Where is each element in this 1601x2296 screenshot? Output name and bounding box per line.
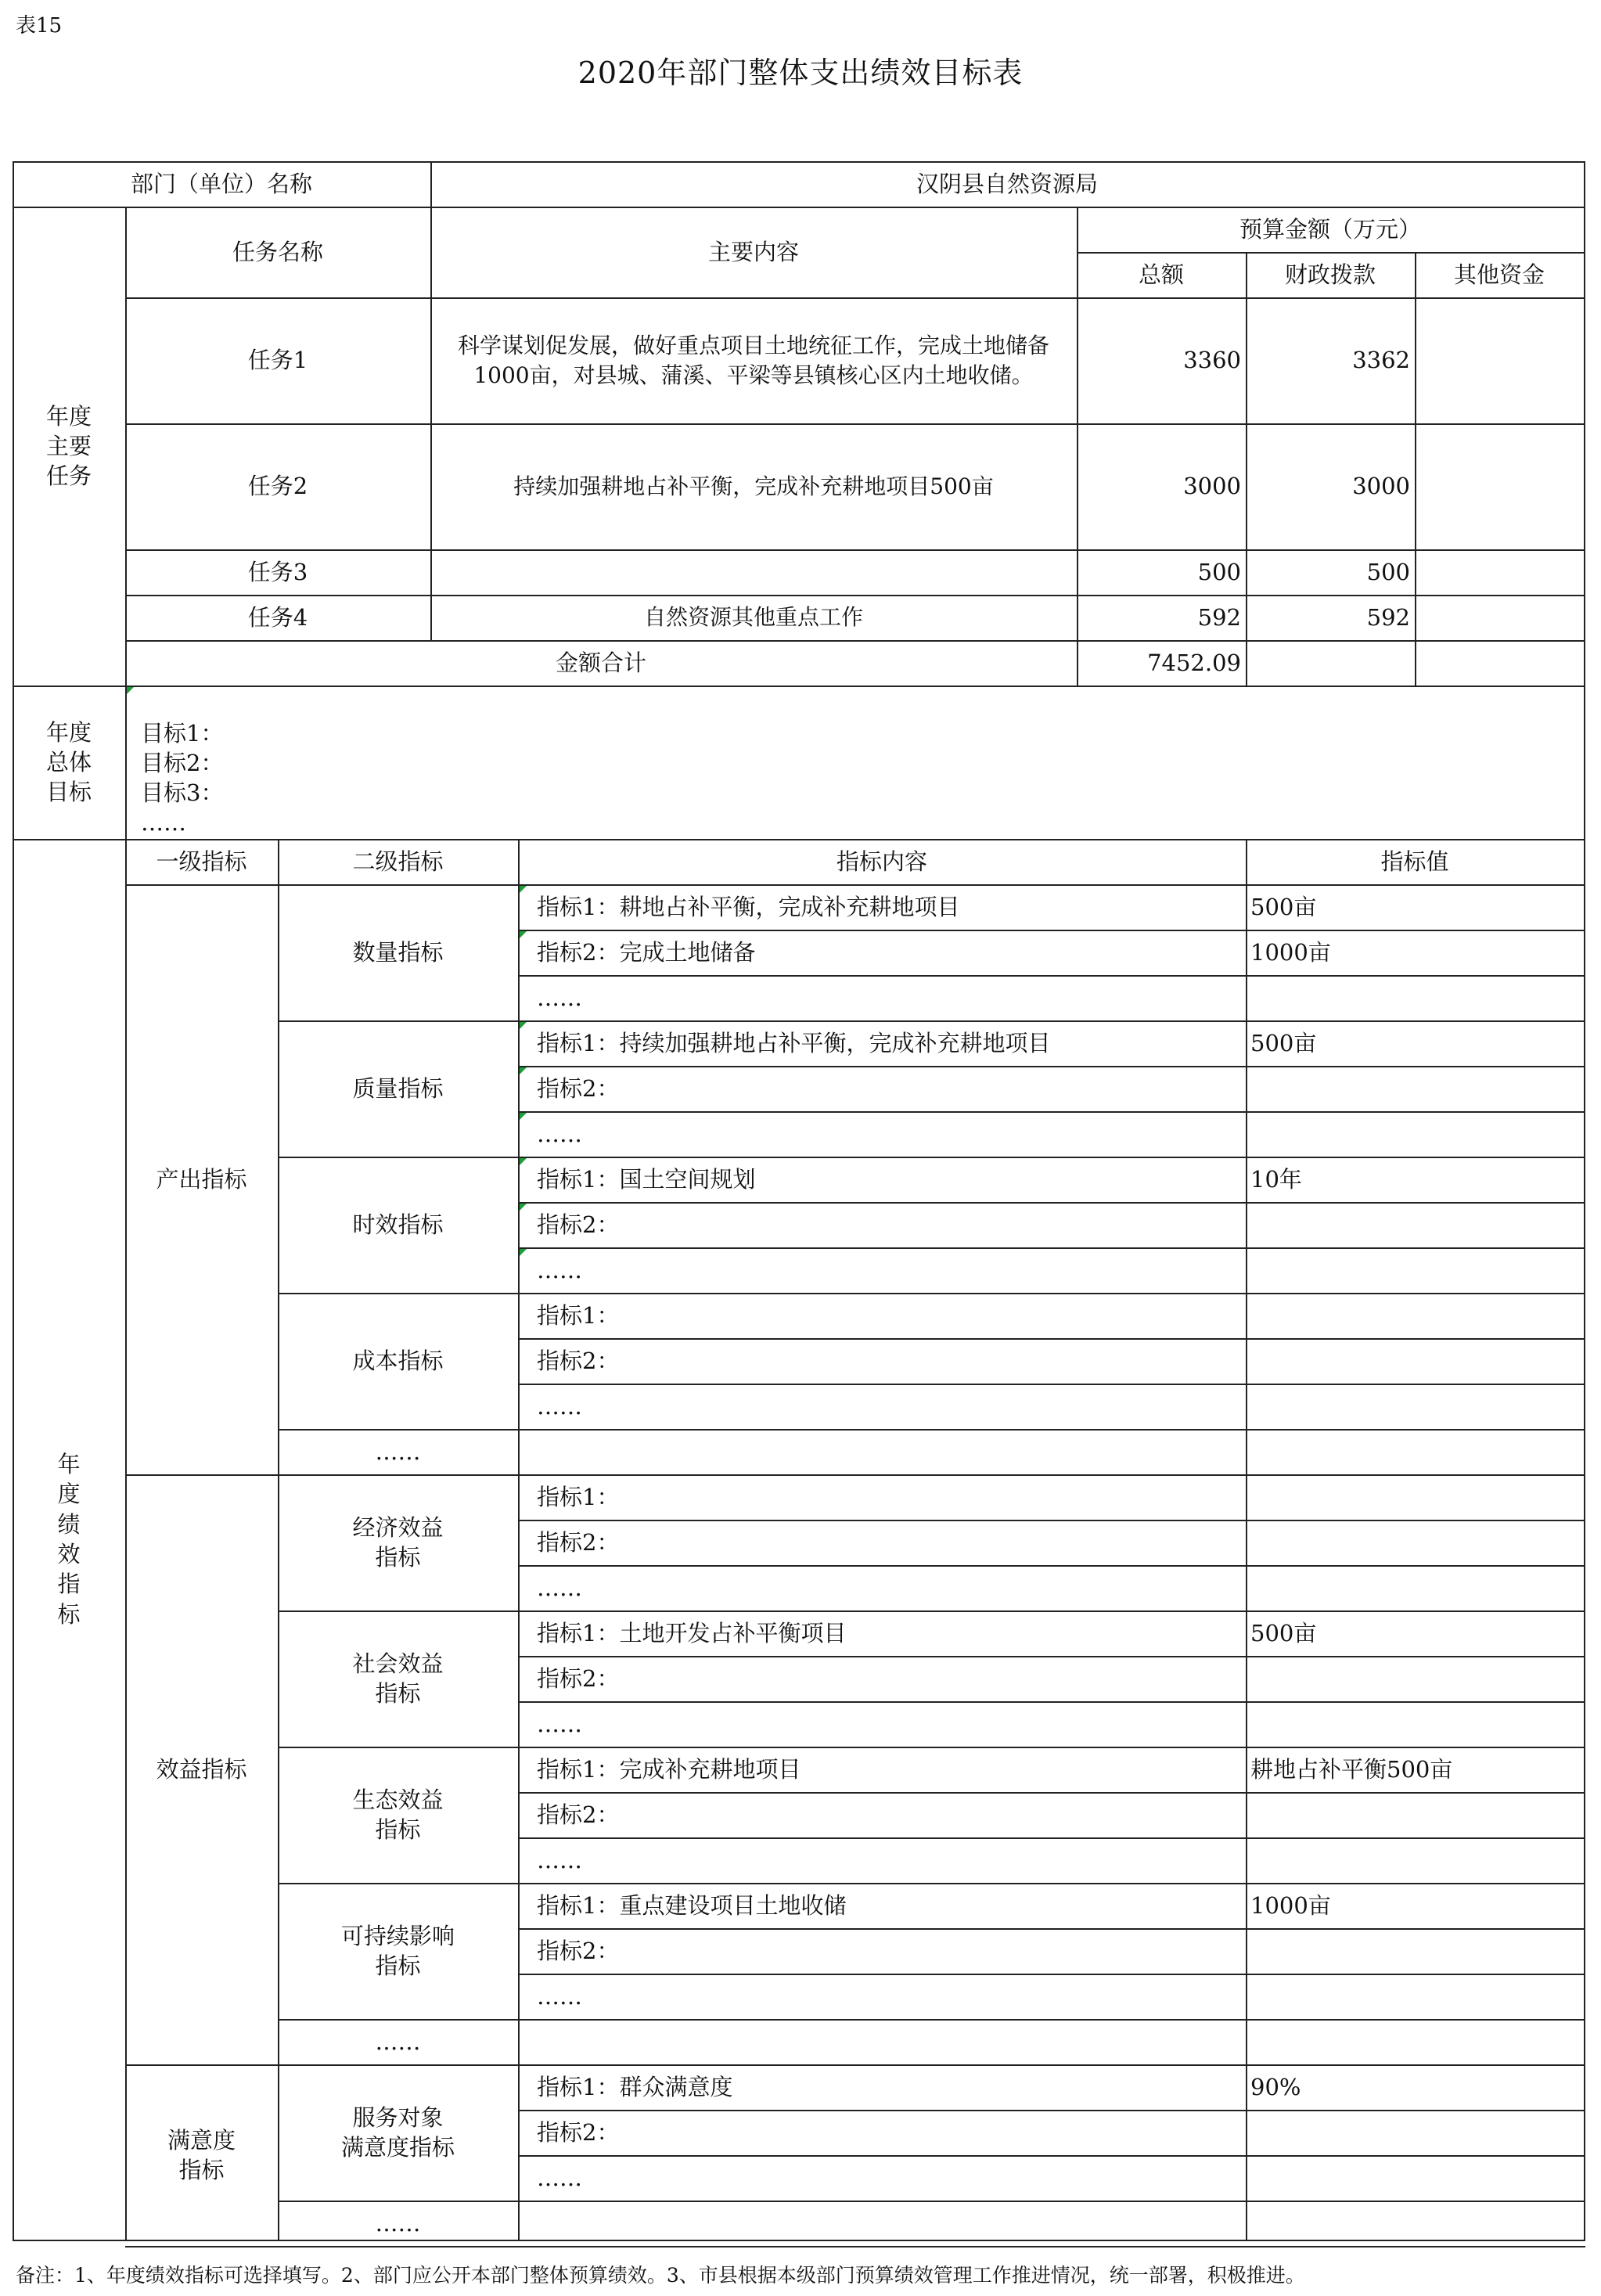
level2-indicator: 社会效益 指标	[352, 1650, 444, 1707]
header-main-content: 主要内容	[707, 238, 799, 265]
indicator-content: ……	[537, 984, 582, 1011]
indicator-value: 500亩	[1250, 1029, 1317, 1056]
indicator-value: 1000亩	[1250, 1891, 1331, 1919]
goal-line: 目标3：	[141, 779, 224, 806]
section-label-tasks: 年度 主要 任务	[45, 402, 92, 490]
task-name: 任务3	[247, 558, 308, 585]
header-indicator-value: 指标值	[1380, 848, 1449, 875]
page-title: 2020年部门整体支出绩效目标表	[577, 56, 1024, 90]
level2-indicator: 可持续影响 指标	[340, 1922, 455, 1979]
sum-fiscal	[1246, 640, 1415, 686]
task-fiscal: 3362	[1352, 347, 1410, 374]
indicator-content: 指标2：	[537, 1347, 620, 1374]
indicator-value	[1246, 1837, 1584, 1883]
indicator-content: 指标2：完成土地储备	[537, 938, 756, 966]
cell-comment-marker	[520, 1022, 527, 1029]
dept-name: 汉阴县自然资源局	[916, 170, 1098, 197]
level2-indicator: 时效指标	[352, 1211, 444, 1238]
level2-indicator: ……	[375, 1438, 421, 1465]
grid-line	[125, 2246, 1585, 2247]
indicator-content: 指标2：	[537, 1528, 620, 1556]
indicator-value	[1246, 1701, 1584, 1747]
indicator-value	[1246, 1928, 1584, 1974]
section-label-goals: 年度 总体 目标	[45, 718, 92, 806]
indicator-content: ……	[537, 1982, 582, 2010]
indicator-value	[1246, 1520, 1584, 1565]
task-content: 科学谋划促发展，做好重点项目土地统征工作，完成土地储备1000亩，对县城、蒲溪、平梁等县镇核心区内土地收储。	[457, 332, 1049, 388]
indicator-value	[1246, 1066, 1584, 1111]
indicator-content: 指标1：	[537, 1301, 620, 1329]
indicator-value	[1246, 1111, 1584, 1157]
goal-line: 目标1：	[141, 720, 224, 747]
task-name: 任务1	[247, 347, 308, 374]
grid-line	[13, 686, 1585, 687]
header-level2: 二级指标	[352, 848, 444, 875]
indicator-value	[1246, 1384, 1584, 1429]
goal-line: 目标2：	[141, 750, 224, 776]
header-budget: 预算金额（万元）	[1239, 215, 1421, 243]
indicator-value	[1246, 1565, 1584, 1610]
dept-label: 部门（单位）名称	[130, 170, 312, 197]
task-total: 3360	[1183, 347, 1241, 374]
indicator-value	[1246, 1338, 1584, 1384]
task-other	[1415, 423, 1584, 549]
indicator-value	[1246, 1202, 1584, 1247]
indicator-value	[1246, 2155, 1584, 2201]
indicator-value	[1246, 1792, 1584, 1837]
task-content: 自然资源其他重点工作	[643, 604, 863, 631]
level2-indicator: ……	[375, 2209, 421, 2237]
indicator-value	[1246, 1429, 1584, 1474]
indicator-content: 指标2：	[537, 1937, 620, 1964]
indicator-content: ……	[537, 1846, 582, 1873]
indicator-content: ……	[537, 1256, 582, 1283]
sum-label: 金额合计	[555, 649, 646, 676]
goal-line: ……	[141, 809, 186, 836]
indicator-value	[1246, 2110, 1584, 2155]
cell-comment-marker	[520, 1113, 527, 1120]
indicator-content: 指标1：重点建设项目土地收储	[537, 1891, 847, 1919]
indicator-content: 指标2：	[537, 1211, 620, 1238]
indicator-content	[518, 1429, 1246, 1474]
level2-indicator: 数量指标	[352, 938, 444, 966]
indicator-value	[1246, 1974, 1584, 2019]
indicator-content: 指标2：	[537, 1801, 620, 1828]
indicator-value	[1246, 975, 1584, 1020]
indicator-value	[1246, 2019, 1584, 2064]
indicator-content	[518, 2019, 1246, 2064]
sum-other	[1415, 640, 1584, 686]
header-task-name: 任务名称	[232, 238, 323, 265]
indicator-content: 指标1：土地开发占补平衡项目	[537, 1619, 847, 1646]
level2-indicator: 经济效益 指标	[352, 1513, 444, 1571]
indicator-content: 指标1：耕地占补平衡，完成补充耕地项目	[537, 893, 960, 920]
level1-indicator: 效益指标	[156, 1755, 247, 1783]
header-total: 总额	[1138, 261, 1184, 288]
indicator-content: ……	[537, 1392, 582, 1420]
indicator-content: 指标1：完成补充耕地项目	[537, 1755, 801, 1783]
indicator-content: 指标1：	[537, 1483, 620, 1510]
task-fiscal: 592	[1366, 603, 1410, 631]
task-content: 持续加强耕地占补平衡，完成补充耕地项目500亩	[513, 473, 994, 499]
task-name: 任务4	[247, 603, 308, 631]
grid-line	[125, 1474, 1585, 1476]
header-level1: 一级指标	[156, 848, 247, 875]
indicator-value: 1000亩	[1250, 938, 1331, 966]
indicator-value	[1246, 1474, 1584, 1520]
table-label: 表15	[16, 14, 63, 38]
indicator-value: 500亩	[1250, 1619, 1317, 1646]
task-total: 592	[1197, 603, 1241, 631]
sum-total: 7452.09	[1147, 649, 1241, 676]
indicator-value: 500亩	[1250, 893, 1317, 920]
level2-indicator: 服务对象 满意度指标	[340, 2103, 455, 2161]
indicator-value	[1246, 1656, 1584, 1701]
task-fiscal: 3000	[1352, 473, 1410, 500]
indicator-value: 耕地占补平衡500亩	[1250, 1755, 1453, 1783]
indicator-content: 指标1：群众满意度	[537, 2073, 733, 2100]
grid-line	[125, 2064, 1585, 2066]
cell-comment-marker	[520, 931, 527, 938]
task-total: 500	[1197, 558, 1241, 585]
cell-comment-marker	[520, 886, 527, 893]
task-other	[1415, 297, 1584, 423]
task-fiscal: 500	[1366, 558, 1410, 585]
indicator-content: ……	[537, 1710, 582, 1737]
section-label-indicators: 年 度 绩 效 指 标	[57, 1451, 81, 1628]
task-total: 3000	[1183, 473, 1241, 500]
header-other-funds: 其他资金	[1453, 261, 1545, 288]
grid-line	[125, 686, 127, 840]
indicator-value	[1246, 1247, 1584, 1293]
indicator-content: 指标1：国土空间规划	[537, 1165, 756, 1193]
header-indicator-content: 指标内容	[836, 848, 927, 875]
level2-indicator: 生态效益 指标	[352, 1786, 444, 1843]
indicator-content: ……	[537, 1120, 582, 1147]
cell-comment-marker	[127, 687, 134, 694]
indicator-value	[1246, 1293, 1584, 1338]
cell-comment-marker	[520, 1204, 527, 1211]
indicator-content: ……	[537, 1574, 582, 1601]
indicator-content: ……	[537, 2164, 582, 2191]
indicator-value: 10年	[1250, 1165, 1302, 1193]
cell-comment-marker	[520, 1067, 527, 1074]
indicator-value	[1246, 2201, 1584, 2246]
task-other	[1415, 549, 1584, 595]
level1-indicator: 满意度 指标	[167, 2126, 236, 2183]
level2-indicator: 成本指标	[352, 1347, 444, 1374]
goals-list	[141, 718, 223, 837]
level1-indicator: 产出指标	[156, 1165, 247, 1193]
indicator-content	[518, 2201, 1246, 2246]
indicator-content: 指标1：持续加强耕地占补平衡，完成补充耕地项目	[537, 1029, 1051, 1056]
indicator-content: 指标2：	[537, 2118, 620, 2146]
task-name: 任务2	[247, 473, 308, 500]
header-fiscal: 财政拨款	[1284, 261, 1376, 288]
level2-indicator: ……	[375, 2028, 421, 2055]
footnote: 备注：1、年度绩效指标可选择填写。2、部门应公开本部门整体预算绩效。3、市县根据本级部门预算绩效管理工作推进情况，统一部署，积极推进。	[16, 2264, 1305, 2287]
task-other	[1415, 595, 1584, 640]
cell-comment-marker	[520, 1249, 527, 1256]
cell-comment-marker	[520, 1158, 527, 1165]
task-content	[430, 549, 1077, 595]
level2-indicator: 质量指标	[352, 1074, 444, 1102]
indicator-content: 指标2：	[537, 1074, 620, 1102]
indicator-content: 指标2：	[537, 1664, 620, 1692]
indicator-value: 90%	[1250, 2073, 1301, 2100]
